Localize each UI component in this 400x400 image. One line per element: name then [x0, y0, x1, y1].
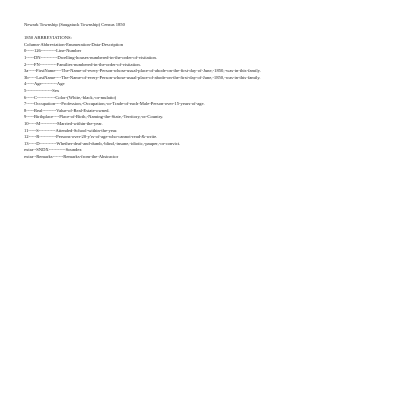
text-line: 10-----M-----------Married-within-the-year. — [24, 120, 103, 126]
text-line: extra--SNDX-----------Soundex — [24, 147, 82, 153]
text-line: 3a-----FirstName----The-Name-of-every-Person-whose-usual-place-of-abode-on-the-first-day-of-June,-1850,-was-in-this-family. — [24, 68, 261, 74]
text-line: 0-----126----------Line-Number — [24, 48, 82, 54]
abbreviations-heading: 1850 ABBREVIATIONS: — [24, 35, 72, 41]
text-line: Column-Abbreviation-Enumeration-Data-Description — [24, 41, 123, 47]
text-line: 6-----C------------Color-(White,-black,-or-mulatto) — [24, 94, 117, 100]
text-line: 4-----Age----------Age — [24, 81, 65, 87]
text-line: extra--Remarks-------Remarks-from-the-Abstractor — [24, 153, 119, 159]
text-line: 9-----Birthplace----Place-of-Birth,-Naming-the-State,-Territory,-or-Country. — [24, 114, 164, 120]
document-page — [24, 22, 394, 160]
text-line: 8-----Real---------Value-of-Real-Estate-owned. — [24, 107, 110, 113]
text-line: 2-----FN-----------Families-numbered-in-the-order-of-visitation. — [24, 61, 141, 67]
text-line: 7-----Occupation----Profession,-Occupation,-or-Trade-of-each-Male-Person-over-15-years-of-age. — [24, 101, 205, 107]
document-title: Newark Township (Saugatuck Township) Census 1850 — [24, 22, 125, 27]
text-line: 11-----S-----------Attended-School-within-the-year. — [24, 127, 118, 133]
text-line: 1-----DN-----------Dwelling-houses-numbered-in-the-order-of-visitation. — [24, 54, 157, 60]
text-line: 13-----D-----------Whether-deaf-and-dumb,-blind,-insane,-idiotic,-pauper,-or-convict. — [24, 140, 181, 146]
text-line: 3b-----LastName----The-Name-of-every-Person-whose-usual-place-of-abode-on-the-first-day-of-June,-1850,-was-in-this-family. — [24, 74, 261, 80]
text-line: 12-----R-----------Persons-over-20-y'rs-of-age-who-cannot-read-&-write. — [24, 134, 158, 140]
text-line: 5-----------------Sex — [24, 87, 60, 93]
